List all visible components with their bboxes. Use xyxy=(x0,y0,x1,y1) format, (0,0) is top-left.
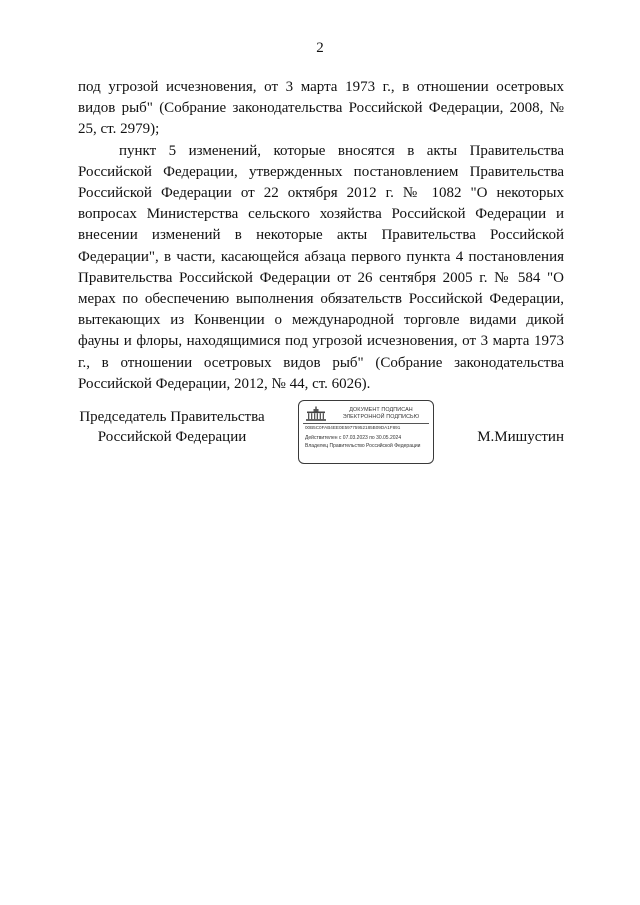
signatory-position-line-2: Российской Федерации xyxy=(97,429,247,445)
paragraph-continuation: под угрозой исчезновения, от 3 марта 1973 г., в отношении осетровых видов рыб" (Собрание законодательства Российской Федерации, 2008, № 25, ст. 2979); xyxy=(78,79,564,138)
electronic-signature-stamp xyxy=(298,400,434,464)
stamp-title xyxy=(333,407,429,421)
signatory-position xyxy=(72,407,272,447)
government-building-icon xyxy=(305,406,327,422)
stamp-title-line-2: ЭЛЕКТРОННОЙ ПОДПИСЬЮ xyxy=(342,414,420,420)
stamp-certificate-number: 00B5C0FAB4EE0E59775952185B09DA1F891 xyxy=(305,425,401,430)
document-body xyxy=(78,77,564,395)
signatory-name: М.Мишустин xyxy=(477,429,564,445)
page-number: 2 xyxy=(316,40,324,56)
stamp-title-line-1: ДОКУМЕНТ ПОДПИСАН xyxy=(349,407,413,413)
stamp-divider xyxy=(303,423,429,424)
stamp-owner: Владелец Правительство Российской Федерации xyxy=(305,443,421,449)
signatory-position-line-1: Председатель Правительства xyxy=(79,409,265,425)
paragraph-item-5: пункт 5 изменений, которые вносятся в акты Правительства Российской Федерации, утвержденных постановлением Правительства Российской Федерации от 22 октября 2012 г. № 1082 "О некоторых вопросах Министерства сельского хозяйства Российской Федерации и внесении изменений в некоторые акты Правительства Российской Федерации", в части, касающейся абзаца первого пункта 4 постановления Правительства Российской Федерации от 26 сентября 2005 г. № 584 "О мерах по обеспечению выполнения обязательств Российской Федерации, вытекающих из Конвенции о международной торговле видами дикой фауны и флоры, находящимися под угрозой исчезновения, от 3 марта 1973 г., в отношении осетровых видов рыб" (Собрание законодательства Российской Федерации, 2012, № 44, ст. 6026). xyxy=(78,142,564,392)
stamp-validity-period: Действителен с 07.03.2023 по 30.05.2024 xyxy=(305,435,402,441)
